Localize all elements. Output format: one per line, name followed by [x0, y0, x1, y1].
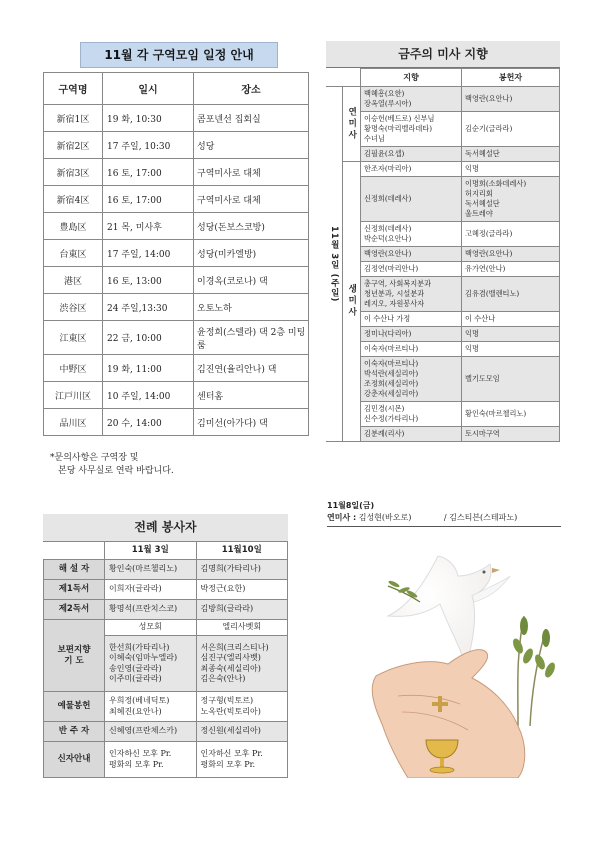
row-prayer-groups [44, 620, 288, 636]
offerer-cell: 독서혜설단 [462, 147, 560, 162]
table-row [326, 427, 560, 442]
intention-cell: 신정희(데레사) 박순덕(요안나) [361, 222, 462, 247]
district-place: 오토노하 [194, 294, 309, 321]
liturgy-title-bar [43, 514, 288, 542]
role-label: 신자안내 [44, 742, 105, 778]
role-label: 반 주 자 [44, 722, 105, 742]
table-row [326, 402, 560, 427]
table-row [326, 357, 560, 402]
table-row [326, 327, 560, 342]
cell: 이희자(글라라) [105, 580, 197, 600]
offerer-cell: 황인숙(마르첼리노) [462, 402, 560, 427]
intention-cell: 총구역, 사회복지분과 청년분과, 시설분과 레지오, 자원봉사자 [361, 277, 462, 312]
row-reader2 [44, 600, 288, 620]
district-datetime: 20 수, 14:00 [103, 409, 194, 436]
district-name: 江戸川区 [44, 382, 103, 409]
prayer-group-1: 성모회 [105, 620, 197, 636]
table-row [326, 112, 560, 147]
offerer-cell: 익명 [462, 342, 560, 357]
intention-cell: 김민경(시몬) 신수정(가타리나) [361, 402, 462, 427]
district-title: 11월 각 구역모임 일정 안내 [80, 42, 278, 68]
district-datetime: 17 주일, 14:00 [103, 240, 194, 267]
note-line-1: *문의사항은 구역장 및 [50, 453, 139, 463]
offerer-cell: 익명 [462, 327, 560, 342]
district-name: 新宿2区 [44, 132, 103, 159]
intention-cell: 김분례(리사) [361, 427, 462, 442]
district-datetime: 19 화, 11:00 [103, 355, 194, 382]
liturgy-col-1: 11월 3일 [105, 542, 197, 560]
offerer-cell: 백영란(요안나) [462, 87, 560, 112]
dove-hand-illustration [368, 546, 568, 778]
district-name: 新宿4区 [44, 186, 103, 213]
district-name: 新宿3区 [44, 159, 103, 186]
mass-corner [326, 69, 361, 87]
row-newcomer [44, 742, 288, 778]
district-name: 江東区 [44, 321, 103, 355]
mass-title-bar [326, 41, 560, 68]
table-row [44, 213, 309, 240]
intention-cell: 이숙자(마르티나) 박석란(세실리아) 조정희(세실리아) 강춘자(세실리아) [361, 357, 462, 402]
role-label: 해 설 자 [44, 560, 105, 580]
table-header-row [44, 73, 309, 105]
footer-line [327, 512, 561, 527]
table-row [44, 105, 309, 132]
footer-slash: / [443, 513, 447, 522]
cell: 인자하신 모후 Pr. 평화의 모후 Pr. [105, 742, 197, 778]
col-place: 장소 [194, 73, 309, 105]
table-row [326, 262, 560, 277]
intention-cell: 김정연(마리안나) [361, 262, 462, 277]
district-place: 센터홈 [194, 382, 309, 409]
role-label: 예물봉헌 [44, 692, 105, 722]
table-row [326, 147, 560, 162]
role-label: 제1독서 [44, 580, 105, 600]
district-place: 성당 [194, 132, 309, 159]
mass-footer [327, 500, 561, 527]
table-row [44, 132, 309, 159]
district-place: 콤포넨선 집회실 [194, 105, 309, 132]
offerer-cell: 벨기도모임 [462, 357, 560, 402]
role-label: 보편지향 기 도 [44, 620, 105, 692]
district-name: 中野区 [44, 355, 103, 382]
dove-icon [388, 556, 510, 666]
row-offertory [44, 692, 288, 722]
footer-label: 연미사 : [327, 513, 357, 522]
cell: 황명석(프란치스코) [105, 600, 197, 620]
district-datetime: 16 토, 17:00 [103, 159, 194, 186]
intention-cell: 신정희(데레사) [361, 177, 462, 222]
table-row [44, 294, 309, 321]
cell: 정구형(빅토르) 노옥란(빅토리아) [196, 692, 288, 722]
district-datetime: 10 주일, 14:00 [103, 382, 194, 409]
col-offerer: 봉헌자 [462, 69, 560, 87]
intention-cell: 백혜흥(요한) 장옥열(루시아) [361, 87, 462, 112]
offerer-cell: 고혜정(글라라) [462, 222, 560, 247]
liturgy-table [43, 541, 288, 778]
table-row [326, 247, 560, 262]
intention-cell: 이승헌(베드로) 신부님 황명숙(마리벨라데타) 수녀님 [361, 112, 462, 147]
row-server [44, 722, 288, 742]
district-datetime: 16 토, 17:00 [103, 186, 194, 213]
cell: 인자하신 모후 Pr. 평화의 모후 Pr. [196, 742, 288, 778]
mass-header-row [326, 69, 560, 87]
district-name: 品川区 [44, 409, 103, 436]
table-row [44, 382, 309, 409]
table-row [44, 355, 309, 382]
district-datetime: 24 주일,13:30 [103, 294, 194, 321]
note-line-2: 본당 사무실로 연락 바랍니다. [58, 466, 174, 476]
role-label: 제2독서 [44, 600, 105, 620]
district-place: 윤정희(스텔라) 댁 2층 미팅룸 [194, 321, 309, 355]
offerer-cell: 백영란(요안나) [462, 247, 560, 262]
mass-table [326, 68, 560, 442]
hand-icon [372, 650, 525, 778]
footer-text-2: 김스티븐(스테파노) [449, 513, 518, 522]
prayer-group-2: 엘리사벳회 [196, 620, 288, 636]
table-row [326, 277, 560, 312]
district-datetime: 22 금, 10:00 [103, 321, 194, 355]
offerer-cell: 유가연(안나) [462, 262, 560, 277]
footer-date: 11월8일(금) [327, 501, 375, 510]
cell: 우희정(베네딕토) 최혜진(요안나) [105, 692, 197, 722]
offerer-cell: 이 수산나 [462, 312, 560, 327]
cell: 정신원(세실리아) [196, 722, 288, 742]
district-table [43, 72, 309, 436]
liturgy-col-2: 11월10일 [196, 542, 288, 560]
district-place: 구역미사로 대체 [194, 186, 309, 213]
intention-cell: 한조자(마리아) [361, 162, 462, 177]
district-name: 豊島区 [44, 213, 103, 240]
cell: 황인숙(마르첼리노) [105, 560, 197, 580]
col-intention: 지향 [361, 69, 462, 87]
district-datetime: 21 목, 미사후 [103, 213, 194, 240]
liturgy-header-row [44, 542, 288, 560]
wheat-icon [511, 616, 557, 726]
offerer-cell: 익명 [462, 162, 560, 177]
district-datetime: 16 토, 13:00 [103, 267, 194, 294]
col-district: 구역명 [44, 73, 103, 105]
cell: 김명희(가타리나) [196, 560, 288, 580]
offerer-cell: 김유겸(밸렌티노) [462, 277, 560, 312]
table-row [326, 177, 560, 222]
district-place: 이경옥(코로나) 댁 [194, 267, 309, 294]
mass-title: 금주의 미사 지향 [398, 47, 488, 61]
table-row [44, 240, 309, 267]
table-row [44, 159, 309, 186]
liturgy-title: 전례 봉사자 [134, 520, 197, 534]
table-row [44, 267, 309, 294]
table-row [326, 342, 560, 357]
mass-type-label: 연미사 [343, 87, 361, 162]
district-name: 港区 [44, 267, 103, 294]
district-place: 김미선(아가다) 댁 [194, 409, 309, 436]
district-name: 台東区 [44, 240, 103, 267]
intention-cell: 이 수산나 가정 [361, 312, 462, 327]
offerer-cell: 토시마구역 [462, 427, 560, 442]
cell: 신혜영(프란체스카) [105, 722, 197, 742]
district-place: 성당(미카엘방) [194, 240, 309, 267]
liturgy-corner [44, 542, 105, 560]
intention-cell: 백영란(요안나) [361, 247, 462, 262]
cell: 김방희(글라라) [196, 600, 288, 620]
district-place: 구역미사로 대체 [194, 159, 309, 186]
table-row [44, 409, 309, 436]
table-row [44, 321, 309, 355]
table-row [326, 87, 560, 112]
intention-cell: 김필윤(요셉) [361, 147, 462, 162]
cell: 박정근(요한) [196, 580, 288, 600]
mass-type-label: 생미사 [343, 162, 361, 442]
district-note [50, 452, 174, 478]
offerer-cell: 이명희(소화데레사) 허지리회 독서혜설단 울트레야 [462, 177, 560, 222]
row-commentator [44, 560, 288, 580]
district-name: 新宿1区 [44, 105, 103, 132]
intention-cell: 정미나(다리아) [361, 327, 462, 342]
intention-cell: 이숙자(마르티나) [361, 342, 462, 357]
olive-branch-icon [388, 580, 420, 602]
district-place: 김진연(율리안나) 댁 [194, 355, 309, 382]
district-datetime: 19 화, 10:30 [103, 105, 194, 132]
footer-text: 김성현(바오로) [358, 513, 412, 522]
col-datetime: 일시 [103, 73, 194, 105]
offerer-cell: 김순기(글라라) [462, 112, 560, 147]
table-row [326, 222, 560, 247]
cell: 한선희(가타리나) 이혜숙(임마누엘라) 송인영(글라라) 이주미(글라라) [105, 636, 197, 692]
date-label: 11월 3일 (주일) [326, 87, 343, 442]
cell: 서은희(크리스티나) 심진구(엘리사벳) 최종숙(세실리아) 김은숙(안나) [196, 636, 288, 692]
row-reader1 [44, 580, 288, 600]
table-row [326, 162, 560, 177]
district-datetime: 17 주일, 10:30 [103, 132, 194, 159]
table-row [326, 312, 560, 327]
district-name: 渋谷区 [44, 294, 103, 321]
district-place: 성당(돈보스코방) [194, 213, 309, 240]
table-row [44, 186, 309, 213]
